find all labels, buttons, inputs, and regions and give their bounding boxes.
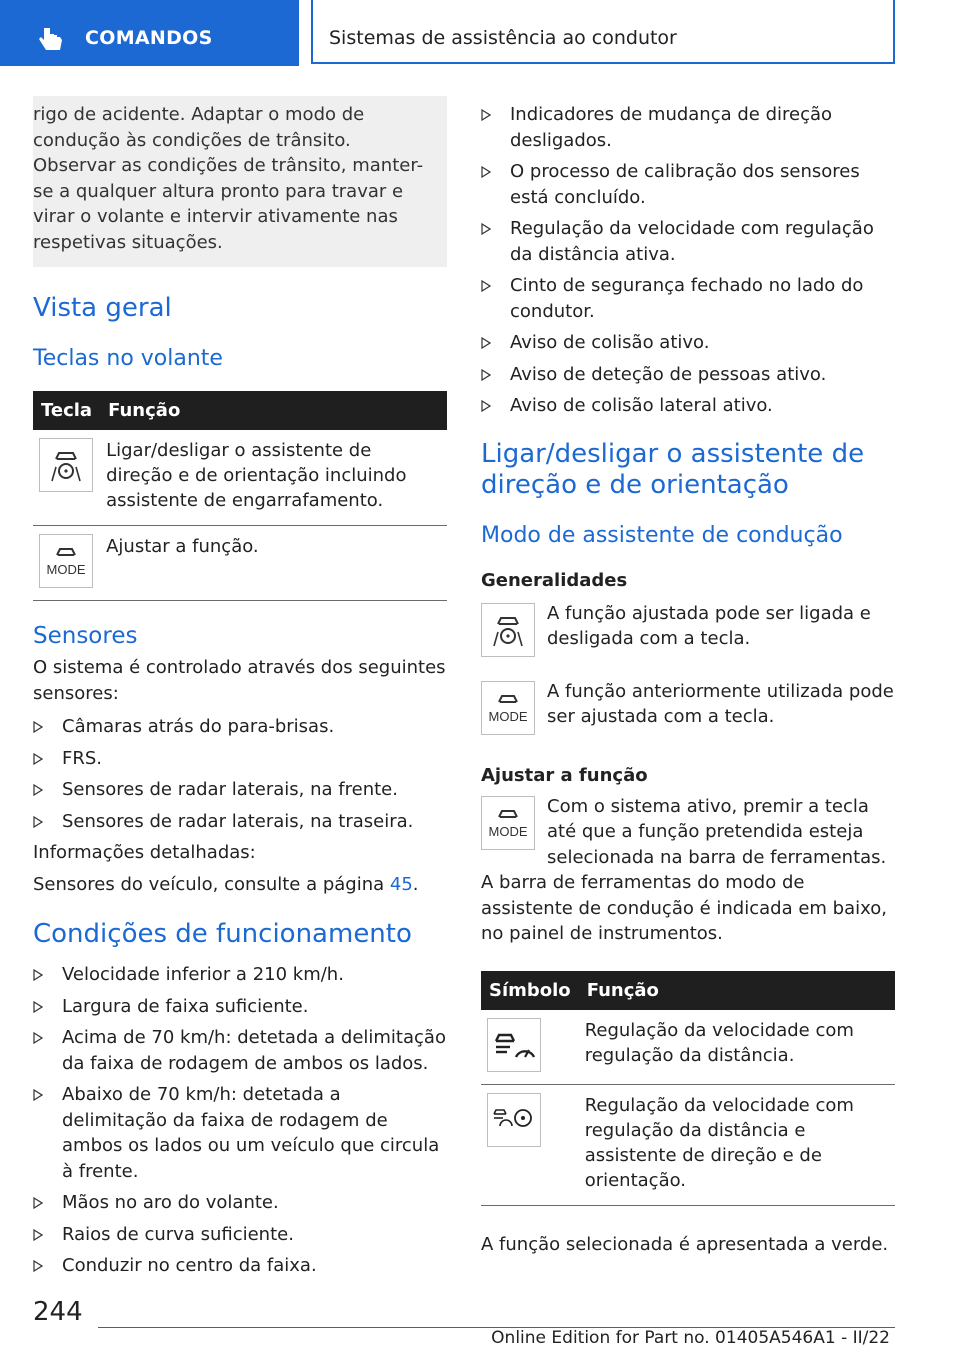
svg-text:MODE: MODE bbox=[488, 708, 528, 724]
list-item: Cinto de segurança fechado no lado do condutor. bbox=[481, 273, 895, 324]
table-row bbox=[33, 526, 447, 601]
list-item: Raios de curva suficiente. bbox=[33, 1222, 447, 1248]
mode-key-icon bbox=[481, 796, 535, 850]
mode-heading: Modo de assistente de condução bbox=[481, 522, 843, 548]
list-item: FRS. bbox=[33, 746, 447, 772]
left-column bbox=[33, 96, 447, 1285]
list-item: Regulação da velocidade com regulação da distância ativa. bbox=[481, 216, 895, 267]
general-heading: Generalidades bbox=[481, 569, 628, 591]
sensors-intro: O sistema é controlado através dos seguintes sensores: bbox=[33, 657, 446, 704]
general-text-2: A função anteriormente utilizada pode ser ajustada com a tecla. bbox=[547, 680, 894, 727]
adjust-text: Com o sistema ativo, premir a tecla até que a função pretendida esteja selecionada na barra de ferramentas. A barra de ferramentas do modo de assistente de condução é indicada em baixo, no painel de instrumentos. bbox=[481, 795, 887, 944]
triangle-bullet-icon bbox=[33, 816, 43, 828]
triangle-bullet-icon bbox=[33, 721, 43, 733]
selected-note: A função selecionada é apresentada a verde. bbox=[481, 1233, 889, 1255]
table-row bbox=[33, 430, 447, 526]
general-row-1 bbox=[481, 601, 895, 657]
keys-row-2-text: Ajustar a função. bbox=[100, 526, 447, 601]
symbols-col-function: Função bbox=[579, 971, 895, 1010]
section-title: COMANDOS bbox=[85, 27, 213, 49]
triangle-bullet-icon bbox=[33, 753, 43, 765]
table-row bbox=[481, 1010, 895, 1085]
keys-row-1-text: Ligar/desligar o assistente de direção e de orientação incluindo assistente de engarrafamento. bbox=[100, 430, 447, 526]
triangle-bullet-icon bbox=[33, 1089, 43, 1101]
triangle-bullet-icon bbox=[481, 400, 491, 412]
chapter-tab bbox=[311, 0, 895, 64]
list-item: Largura de faixa suficiente. bbox=[33, 994, 447, 1020]
right-column bbox=[481, 96, 895, 1257]
keys-heading: Teclas no volante bbox=[33, 346, 223, 371]
triangle-bullet-icon bbox=[481, 223, 491, 235]
adjust-block bbox=[481, 794, 895, 947]
conditions-list bbox=[33, 962, 447, 1279]
onoff-heading: Ligar/desligar o assistente de direção e de orientação bbox=[481, 438, 865, 500]
sensors-heading: Sensores bbox=[33, 623, 138, 649]
mode-key-icon bbox=[39, 534, 93, 588]
edition-text: Online Edition for Part no. 01405A546A1 - II/22 bbox=[491, 1328, 890, 1348]
list-item: Aviso de deteção de pessoas ativo. bbox=[481, 362, 895, 388]
details-label: Informações detalhadas: bbox=[33, 842, 256, 863]
triangle-bullet-icon bbox=[33, 784, 43, 796]
page-link[interactable]: 45 bbox=[389, 873, 413, 895]
list-item: Conduzir no centro da faixa. bbox=[33, 1253, 447, 1279]
list-item: Acima de 70 km/h: detetada a delimitação da faixa de rodagem de ambos os lados. bbox=[33, 1025, 447, 1076]
mode-key-label: MODE bbox=[46, 562, 86, 577]
list-item: Sensores de radar laterais, na traseira. bbox=[33, 809, 447, 835]
list-item: Sensores de radar laterais, na frente. bbox=[33, 777, 447, 803]
list-item: Abaixo de 70 km/h: detetada a delimitação da faixa de rodagem de ambos os lados ou um veículo que circula à frente. bbox=[33, 1082, 447, 1184]
triangle-bullet-icon bbox=[481, 337, 491, 349]
triangle-bullet-icon bbox=[481, 166, 491, 178]
page-number: 244 bbox=[33, 1297, 83, 1327]
symbols-row-2-text: Regulação da velocidade com regulação da distância e assistente de direção e de orientação. bbox=[579, 1084, 895, 1205]
general-row-2 bbox=[481, 679, 895, 735]
overview-heading: Vista geral bbox=[33, 293, 172, 323]
warning-text: rigo de acidente. Adaptar o modo de condução às condições de trânsito. Observar as condições de trânsito, manter-se a qualquer altura pronto para travar e virar o volante e intervir ativamente nas respetivas situações. bbox=[33, 104, 424, 253]
symbols-row-1-text: Regulação da velocidade com regulação da distância. bbox=[579, 1010, 895, 1085]
list-item: Câmaras atrás do para-brisas. bbox=[33, 714, 447, 740]
conditions-list-cont bbox=[481, 102, 895, 419]
keys-table bbox=[33, 391, 447, 601]
hand-pointer-icon bbox=[38, 26, 68, 54]
steering-assist-key-icon bbox=[481, 603, 535, 657]
section-tab bbox=[0, 0, 299, 66]
list-item: Aviso de colisão ativo. bbox=[481, 330, 895, 356]
warning-box bbox=[33, 96, 447, 267]
list-item: O processo de calibração dos sensores está concluído. bbox=[481, 159, 895, 210]
acc-steering-assist-icon bbox=[487, 1093, 541, 1147]
triangle-bullet-icon bbox=[481, 109, 491, 121]
list-item: Indicadores de mudança de direção desligados. bbox=[481, 102, 895, 153]
svg-text:MODE: MODE bbox=[488, 823, 528, 839]
acc-distance-icon bbox=[487, 1018, 541, 1072]
triangle-bullet-icon bbox=[33, 1229, 43, 1241]
table-row bbox=[481, 1084, 895, 1205]
general-text-1: A função ajustada pode ser ligada e desligada com a tecla. bbox=[547, 602, 871, 649]
triangle-bullet-icon bbox=[33, 1001, 43, 1013]
conditions-heading: Condições de funcionamento bbox=[33, 919, 412, 949]
adjust-heading: Ajustar a função bbox=[481, 764, 648, 786]
list-item: Mãos no aro do volante. bbox=[33, 1190, 447, 1216]
list-item: Aviso de colisão lateral ativo. bbox=[481, 393, 895, 419]
symbols-table bbox=[481, 971, 895, 1206]
keys-col-key: Tecla bbox=[33, 391, 100, 430]
symbols-col-symbol: Símbolo bbox=[481, 971, 579, 1010]
triangle-bullet-icon bbox=[33, 969, 43, 981]
list-item: Velocidade inferior a 210 km/h. bbox=[33, 962, 447, 988]
steering-assist-key-icon bbox=[39, 438, 93, 492]
keys-col-function: Função bbox=[100, 391, 447, 430]
triangle-bullet-icon bbox=[481, 280, 491, 292]
chapter-title: Sistemas de assistência ao condutor bbox=[329, 27, 677, 49]
triangle-bullet-icon bbox=[33, 1197, 43, 1209]
mode-key-icon bbox=[481, 681, 535, 735]
details-text: Sensores do veículo, consulte a página 45. bbox=[33, 873, 419, 895]
sensors-list bbox=[33, 714, 447, 834]
triangle-bullet-icon bbox=[33, 1032, 43, 1044]
triangle-bullet-icon bbox=[33, 1260, 43, 1272]
triangle-bullet-icon bbox=[481, 369, 491, 381]
